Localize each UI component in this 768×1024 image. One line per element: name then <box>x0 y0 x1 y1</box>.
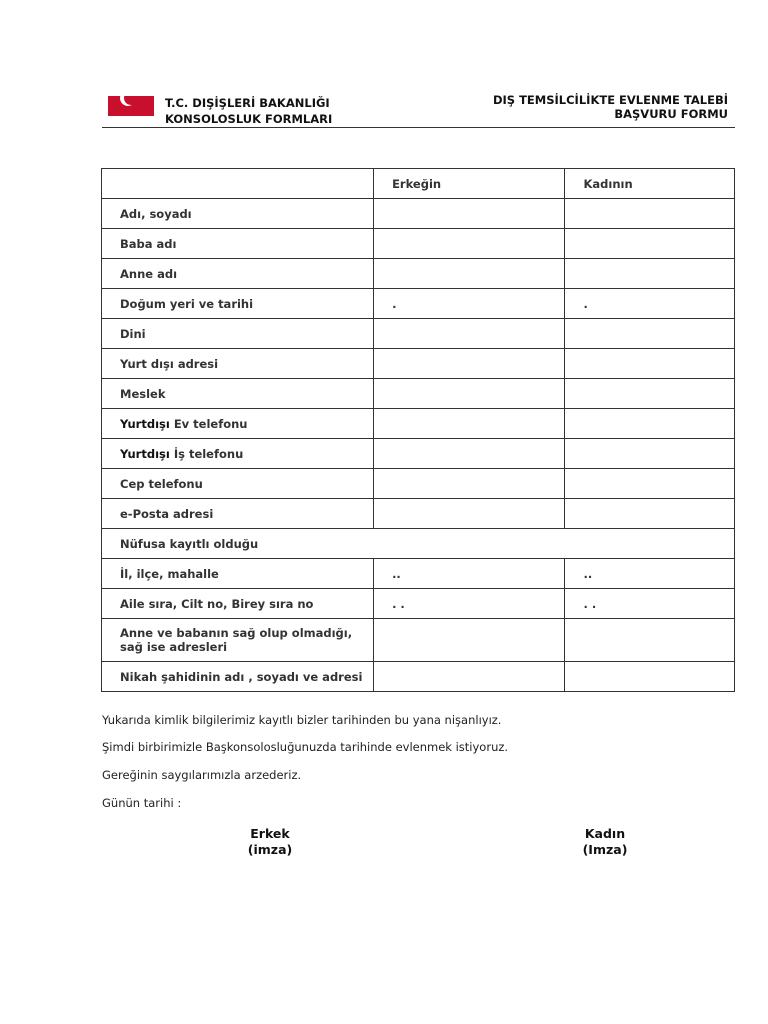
female-value-cell[interactable] <box>565 619 735 662</box>
row-label: Anne adı <box>102 259 374 289</box>
male-value-cell[interactable] <box>374 499 565 529</box>
table-row <box>102 499 735 529</box>
male-value-cell[interactable]: . . <box>374 589 565 619</box>
row-label <box>102 409 374 439</box>
row-label: Yurt dışı adresi <box>102 349 374 379</box>
table-header-row <box>102 169 735 199</box>
row-label: Dini <box>102 319 374 349</box>
female-value-cell[interactable]: . . <box>565 589 735 619</box>
male-value-cell[interactable]: . <box>374 289 565 319</box>
column-header-female: Kadının <box>565 169 735 199</box>
female-value-cell[interactable]: .. <box>565 559 735 589</box>
turkish-flag-logo <box>108 96 154 116</box>
row-label-bold: Yurtdışı <box>120 416 170 431</box>
row-label: İl, ilçe, mahalle <box>102 559 374 589</box>
row-label <box>102 439 374 469</box>
female-signature-block <box>565 826 645 858</box>
male-value-cell[interactable] <box>374 619 565 662</box>
table-row <box>102 409 735 439</box>
table-row <box>102 349 735 379</box>
table-row <box>102 229 735 259</box>
male-value-cell[interactable]: .. <box>374 559 565 589</box>
request-statement: Gereğinin saygılarımızla arzederiz. <box>102 768 302 782</box>
form-title-line1: DIŞ TEMSİLCİLİKTE EVLENME TALEBİ <box>492 93 728 107</box>
female-value-cell[interactable] <box>565 349 735 379</box>
row-label: Cep telefonu <box>102 469 374 499</box>
female-value-cell[interactable] <box>565 259 735 289</box>
date-line: Günün tarihi : <box>102 796 182 810</box>
male-value-cell[interactable] <box>374 662 565 692</box>
female-value-cell[interactable] <box>565 662 735 692</box>
female-value-cell[interactable] <box>565 469 735 499</box>
row-label: Aile sıra, Cilt no, Birey sıra no <box>102 589 374 619</box>
female-value-cell[interactable] <box>565 319 735 349</box>
header-empty-cell <box>102 169 374 199</box>
male-signature-block <box>230 826 310 858</box>
marriage-statement: Şimdi birbirimizle Başkonsolosluğunuzda tarihinde evlenmek istiyoruz. <box>102 740 509 754</box>
female-signature-sub: (Imza) <box>582 842 628 857</box>
form-title <box>493 93 728 121</box>
male-value-cell[interactable] <box>374 439 565 469</box>
male-signature-sub: (imza) <box>247 842 293 857</box>
row-label: Nikah şahidinin adı , soyadı ve adresi <box>102 662 374 692</box>
table-row <box>102 199 735 229</box>
table-row <box>102 319 735 349</box>
row-label-bold: Yurtdışı <box>120 446 170 461</box>
table-row <box>102 559 735 589</box>
row-label: Adı, soyadı <box>102 199 374 229</box>
row-label: Meslek <box>102 379 374 409</box>
male-value-cell[interactable] <box>374 199 565 229</box>
table-row <box>102 379 735 409</box>
female-signature-title: Kadın <box>584 826 626 841</box>
table-row <box>102 469 735 499</box>
female-value-cell[interactable] <box>565 379 735 409</box>
male-value-cell[interactable] <box>374 379 565 409</box>
section-label-registry: Nüfusa kayıtlı olduğu <box>102 529 735 559</box>
header-divider <box>102 127 735 128</box>
male-value-cell[interactable] <box>374 259 565 289</box>
table-section-row <box>102 529 735 559</box>
male-value-cell[interactable] <box>374 319 565 349</box>
female-value-cell[interactable] <box>565 409 735 439</box>
male-value-cell[interactable] <box>374 469 565 499</box>
ministry-name: T.C. DIŞİŞLERİ BAKANLIĞI <box>165 96 330 110</box>
male-signature-title: Erkek <box>250 826 290 841</box>
row-label: e-Posta adresi <box>102 499 374 529</box>
row-label <box>102 619 374 662</box>
female-value-cell[interactable] <box>565 199 735 229</box>
application-form-table <box>101 168 735 692</box>
table-row <box>102 619 735 662</box>
male-value-cell[interactable] <box>374 349 565 379</box>
female-value-cell[interactable]: . <box>565 289 735 319</box>
female-value-cell[interactable] <box>565 229 735 259</box>
row-label: Doğum yeri ve tarihi <box>102 289 374 319</box>
row-label: Baba adı <box>102 229 374 259</box>
male-value-cell[interactable] <box>374 409 565 439</box>
ministry-header <box>165 95 332 127</box>
crescent-cut-shape <box>124 96 138 105</box>
form-title-line2: BAŞVURU FORMU <box>614 107 728 121</box>
row-label-rest: İş telefonu <box>169 446 244 461</box>
forms-category: KONSOLOSLUK FORMLARI <box>165 112 333 126</box>
row-label-rest: Ev telefonu <box>169 416 248 431</box>
female-value-cell[interactable] <box>565 439 735 469</box>
column-header-male: Erkeğin <box>374 169 565 199</box>
table-row <box>102 589 735 619</box>
row-label-line1: Anne ve babanın sağ olup olmadığı, <box>120 626 353 640</box>
female-value-cell[interactable] <box>565 499 735 529</box>
table-row <box>102 289 735 319</box>
table-row <box>102 259 735 289</box>
row-label-line2: sağ ise adresleri <box>120 640 228 654</box>
male-value-cell[interactable] <box>374 229 565 259</box>
table-row <box>102 439 735 469</box>
engagement-statement: Yukarıda kimlik bilgilerimiz kayıtlı bizler tarihinden bu yana nişanlıyız. <box>102 713 502 727</box>
table-row <box>102 662 735 692</box>
